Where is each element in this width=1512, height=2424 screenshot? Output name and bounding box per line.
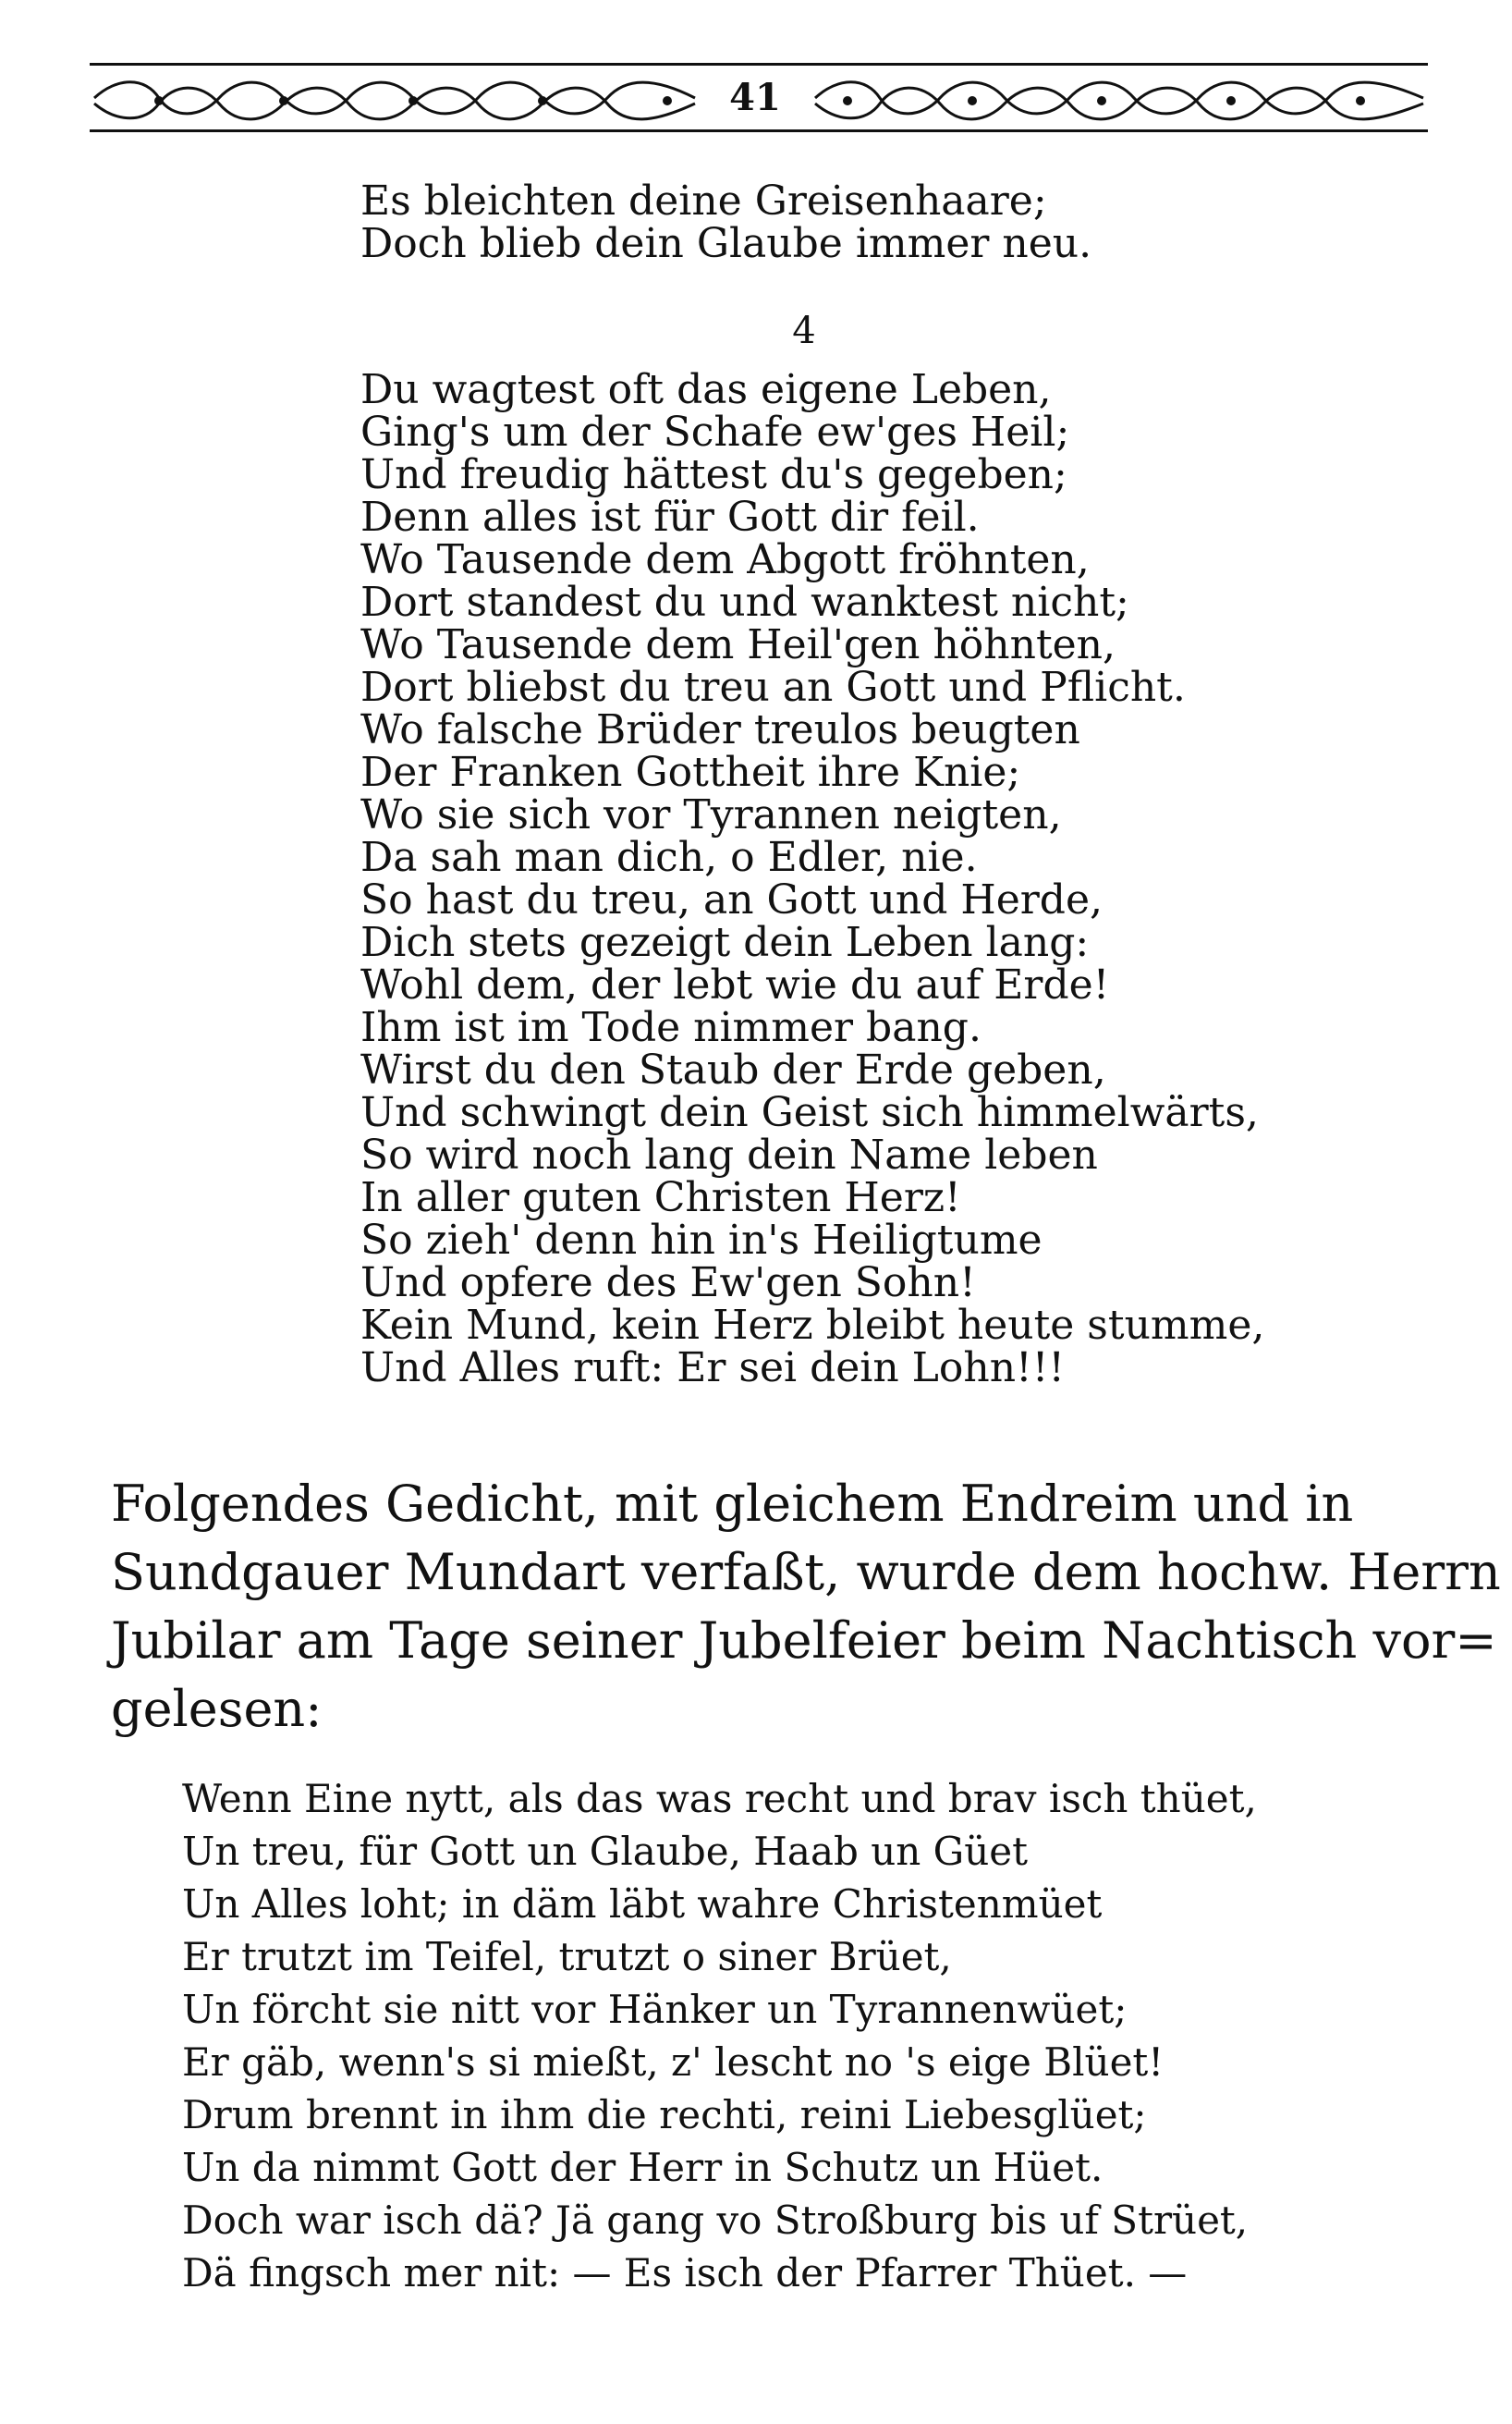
poem-line: In aller guten Christen Herz! — [360, 1174, 961, 1221]
poem-line: Wo Tausende dem Heil'gen höhnten, — [360, 621, 1116, 668]
dialect-line: Er gäb, wenn's si mießt, z' lescht no 's eige Blüet! — [182, 2039, 1164, 2085]
dialect-line: Un Alles loht; in däm läbt wahre Christenmüet — [182, 1881, 1103, 1927]
poem-line: Es bleichten deine Greisenhaare; — [360, 178, 1047, 225]
dialect-line: Dä fingsch mer nit: — Es isch der Pfarrer Thüet. — — [182, 2250, 1188, 2295]
dialect-line: Un da nimmt Gott der Herr in Schutz un Hüet. — [182, 2145, 1104, 2190]
poem-stanza — [360, 366, 1266, 1391]
poem-line: Und opfere des Ew'gen Sohn! — [360, 1259, 976, 1306]
poem-line: Ihm ist im Tode nimmer bang. — [360, 1004, 982, 1051]
poem-line: Ging's um der Schafe ew'ges Heil; — [360, 409, 1070, 456]
poem-line: Dort bliebst du treu an Gott und Pflicht. — [360, 664, 1186, 711]
header-rule-bottom — [90, 129, 1428, 132]
dialect-line: Un förcht sie nitt vor Hänker un Tyrannenwüet; — [182, 1987, 1128, 2032]
poem-line: Wohl dem, der lebt wie du auf Erde! — [360, 961, 1110, 1009]
intro-paragraph — [111, 1470, 1501, 1744]
poem-line: Du wagtest oft das eigene Leben, — [360, 366, 1052, 413]
poem-line: Und schwingt dein Geist sich himmelwärts, — [360, 1089, 1259, 1136]
poem-line: Und Alles ruft: Er sei dein Lohn!!! — [360, 1344, 1066, 1391]
poem-line: Wo Tausende dem Abgott fröhnten, — [360, 536, 1090, 583]
ornament-border-left — [90, 72, 700, 124]
poem-line: Wo falsche Brüder treulos beugten — [360, 706, 1080, 753]
poem-line: Da sah man dich, o Edler, nie. — [360, 834, 978, 881]
page-number: 41 — [729, 76, 781, 119]
intro-line: Sundgauer Mundart verfaßt, wurde dem hochw. Herrn — [111, 1543, 1501, 1601]
poem-opening — [360, 180, 1266, 265]
poem-line: Kein Mund, kein Herz bleibt heute stumme, — [360, 1302, 1265, 1349]
poem-line: Wirst du den Staub der Erde geben, — [360, 1047, 1106, 1094]
intro-line: Folgendes Gedicht, mit gleichem Endreim und in — [111, 1475, 1354, 1533]
poem-line: Dich stets gezeigt dein Leben lang: — [360, 919, 1090, 966]
poem-line: So zieh' denn hin in's Heiligtume — [360, 1217, 1043, 1264]
dialect-line: Er trutzt im Teifel, trutzt o siner Brüet, — [182, 1934, 952, 1979]
poem-line: Wo sie sich vor Tyrannen neigten, — [360, 791, 1062, 839]
stanza-number: 4 — [792, 310, 816, 352]
dialect-poem — [182, 1772, 1347, 2299]
header-rule-top — [90, 63, 1428, 66]
dialect-line: Drum brennt in ihm die rechti, reini Liebesglüet; — [182, 2092, 1147, 2137]
poem-line: So wird noch lang dein Name leben — [360, 1132, 1098, 1179]
poem-line: Denn alles ist für Gott dir feil. — [360, 494, 980, 541]
page-header — [90, 57, 1428, 141]
intro-line: Jubilar am Tage seiner Jubelfeier beim Nachtisch vor= — [111, 1611, 1497, 1670]
poem-line: So hast du treu, an Gott und Herde, — [360, 876, 1103, 924]
intro-line: gelesen: — [111, 1680, 323, 1738]
dialect-line: Doch war isch dä? Jä gang vo Stroßburg bis uf Strüet, — [182, 2198, 1249, 2243]
dialect-line: Un treu, für Gott un Glaube, Haab un Güet — [182, 1829, 1029, 1874]
poem-line: Doch blieb dein Glaube immer neu. — [360, 220, 1092, 267]
poem-line: Dort standest du und wanktest nicht; — [360, 579, 1129, 626]
dialect-line: Wenn Eine nytt, als das was recht und brav isch thüet, — [182, 1776, 1257, 1821]
poem-line: Der Franken Gottheit ihre Knie; — [360, 749, 1021, 796]
ornament-border-right — [811, 72, 1428, 124]
poem-block — [360, 180, 1266, 1390]
poem-line: Und freudig hättest du's gegeben; — [360, 451, 1067, 498]
